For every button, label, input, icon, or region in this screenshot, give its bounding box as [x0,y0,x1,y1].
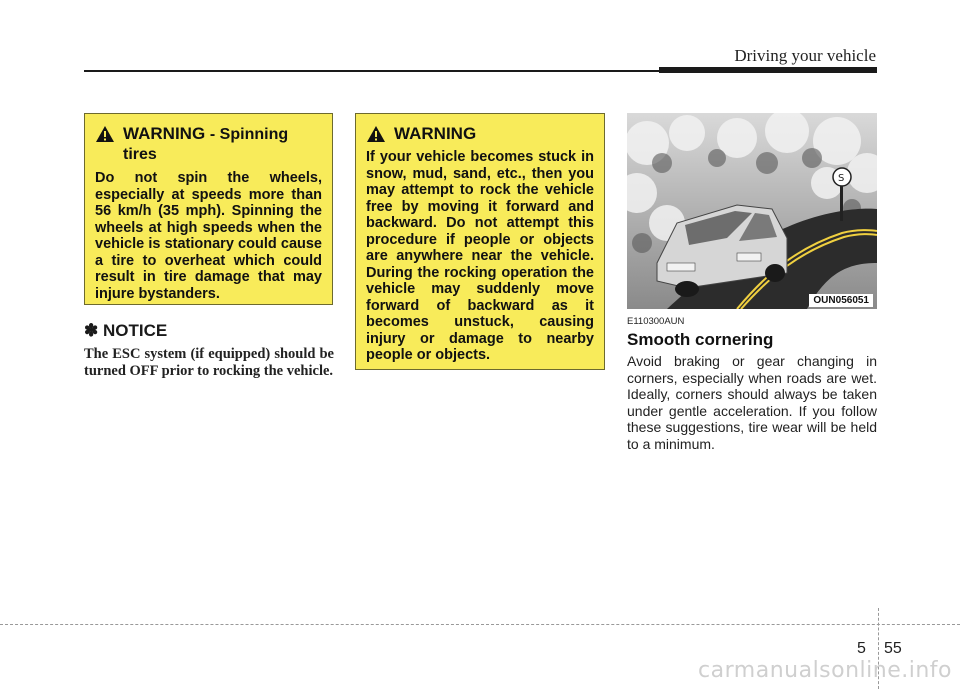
page-number: 55 [884,640,902,657]
svg-text:S: S [838,173,845,184]
warning-body: If your vehicle becomes stuck in snow, mud, sand, etc., then you may attempt to rock the vehicle free by moving it forward and backward. Do not attempt this procedure if people or objects are anywhere near the vehicle. During the rocking operation the vehicle may suddenly move forward of backward as it becomes unstuck, causing injury or damage to nearby people or objects. [366,149,594,363]
section-number: 5 [857,640,866,657]
notice-body: The ESC system (if equipped) should be turned OFF prior to rocking the vehicle. [84,346,334,379]
footer-rule [0,624,960,625]
warning-title: WARNING [123,124,206,143]
warning-triangle-icon [366,125,386,143]
car-on-curved-road-image [627,113,877,309]
header-rule [84,70,659,72]
notice-title: ✽ NOTICE [84,321,168,340]
figure-caption: OUN056051 [809,294,873,307]
warning-header [95,124,322,164]
section-body: Avoid braking or gear changing in corners, especially when roads are wet. Ideally, corners should always be taken under gentle acceleration. If you follow these suggestions, tire wear will be held to a minimum. [627,353,877,452]
warning-triangle-icon [95,125,115,143]
warning-box-spinning-tires [84,113,333,305]
warning-body: Do not spin the wheels, especially at speeds more than 56 km/h (35 mph). Spinning the wheels at high speeds when the vehicle is stationary could cause a tire to overheat which could result in tire damage that may injure bystanders. [95,170,322,302]
header-title: Driving your vehicle [734,46,876,65]
header-rule-accent [659,67,877,73]
warning-subtitle: - Spinning tires [123,126,289,163]
section-code: E110300AUN [627,316,685,327]
warning-box-stuck-vehicle [355,113,605,370]
section-title: Smooth cornering [627,330,774,349]
warning-title: WARNING [394,124,477,143]
warning-header [366,124,594,143]
watermark: carmanualsonline.info [698,658,952,683]
cornering-illustration [627,113,877,309]
